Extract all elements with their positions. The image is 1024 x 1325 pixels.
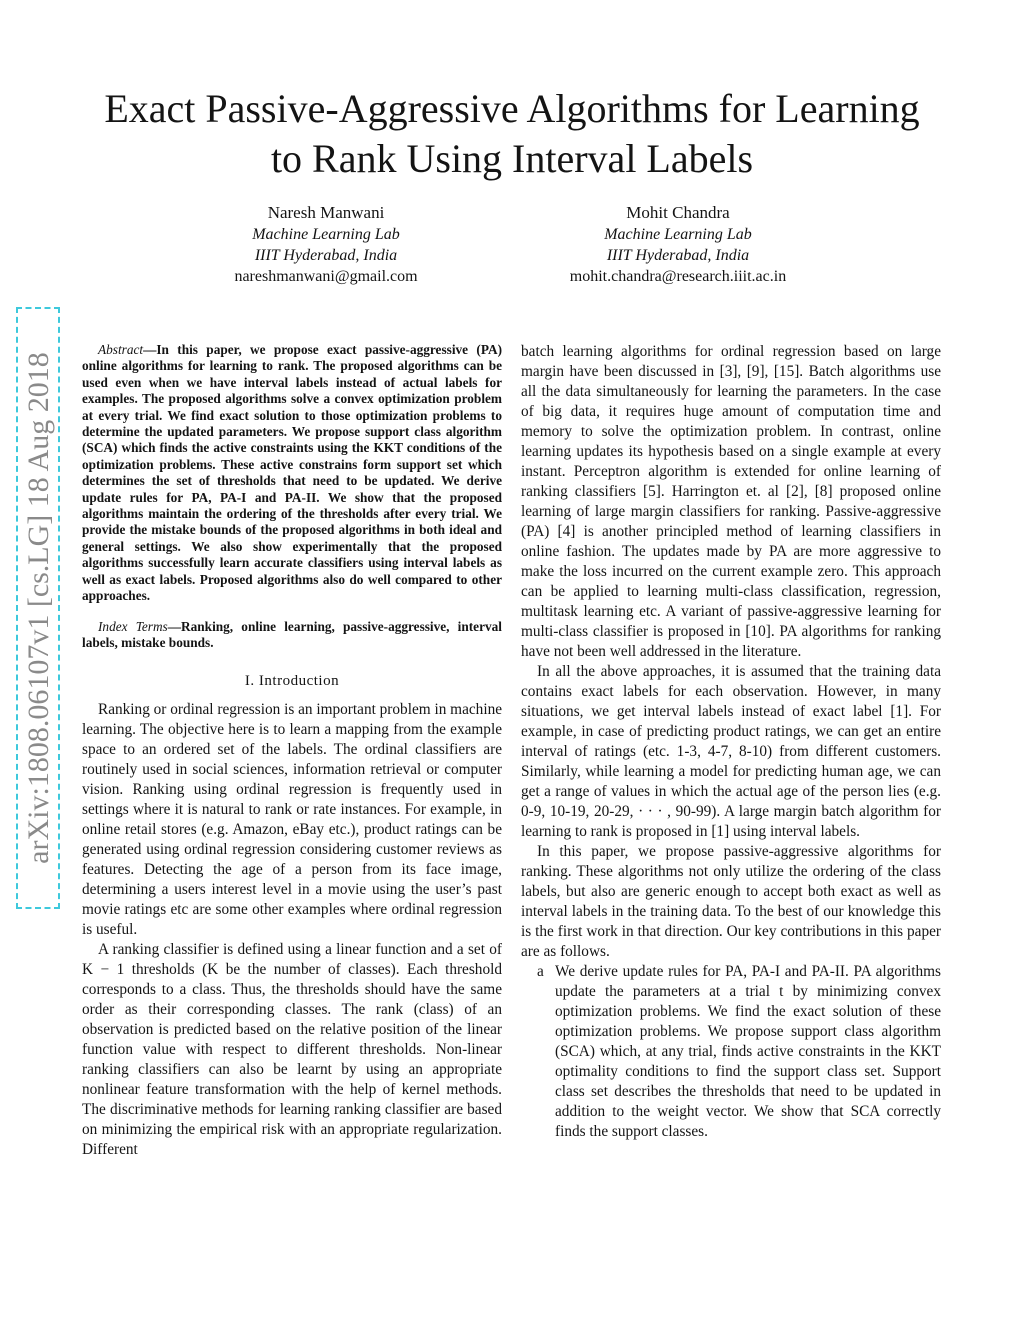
intro-paragraph-4: In all the above approaches, it is assumed that the training data contains exact labels for each observation. However, in many situations, we get interval labels instead of exact label [1]. For example, in case of predicting product ratings, we can get an entire interval of ratings (etc. 1-3, 4-7, 8-10) from different customers. Similarly, while learning a model for predicting human age, we can get a range of values in which the actual age of the person lies (e.g. 0-9, 10-19, 20-29, · · · , 90-99). A large margin batch algorithm for learning to rank is proposed in [1] using interval labels. — [521, 663, 941, 840]
contribution-item — [521, 962, 941, 1142]
author-name: Mohit Chandra — [626, 203, 730, 222]
title-line-2: to Rank Using Interval Labels — [270, 136, 754, 181]
paper-title — [60, 84, 964, 184]
author-email[interactable]: mohit.chandra@research.iiit.ac.in — [569, 268, 787, 285]
list-marker: a — [537, 963, 544, 980]
index-terms-label: Index Terms — [98, 618, 168, 634]
author-name: Naresh Manwani — [267, 203, 385, 222]
author-block-1 — [166, 202, 486, 287]
right-column — [521, 342, 941, 1142]
abstract — [82, 342, 502, 605]
intro-paragraph-3: batch learning algorithms for ordinal regression based on large margin have been discussed in [3], [9], [15]. Batch algorithms use all the data simultaneously for learning the parameters. In the case of big data, it requires huge amount of computation time and memory to solve the optimization problem. In contrast, online learning updates its hypothesis based on a single example at every instant. Perceptron algorithm is extended for online learning of ranking classifiers [5]. Harrington et. al [2], [8] proposed online learning of large margin classifiers for ranking. Passive-aggressive (PA) [4] is another principled method of learning classifiers in online fashion. The updates made by PA are more aggressive to make the loss incurred on the current example zero. This approach can be applied to learning multi-class classification, regression, multitask learning etc. A variant of passive-aggressive learning for multi-class classifier is proposed in [10]. PA algorithms for ranking have not been well addressed in the literature. — [521, 343, 941, 660]
author-lab: Machine Learning Lab — [604, 226, 752, 243]
abstract-label: Abstract — [98, 342, 144, 357]
intro-paragraph-2: A ranking classifier is defined using a linear function and a set of K − 1 thresholds (K be the number of classes). Each threshold corresponds to a class. Thus, the thresholds should have the same order as their corresponding classes. The rank (class) of an observation is predicted based on the relative position of the linear function value with respect to different thresholds. Non-linear ranking classifiers can also be learnt by using an appropriate nonlinear feature transformation with the help of kernel methods. The discriminative methods for learning ranking classifier are based on minimizing the empirical risk with an appropriate regularization. Different — [82, 941, 502, 1159]
title-line-1: Exact Passive-Aggressive Algorithms for Learning — [104, 86, 920, 131]
intro-paragraph-5: In this paper, we propose passive-aggressive algorithms for ranking. These algorithms not only utilize the ordering of the class labels, but also are generic enough to accept both exact as well as interval labels in the training data. To the best of our knowledge this is the first work in that direction. Our key contributions in this paper are as follows. — [521, 843, 941, 960]
contribution-text: We derive update rules for PA, PA-I and PA-II. PA algorithms update the parameters at a trial t by minimizing convex optimization problems. We find the exact solution of these optimization problems. We propose support class algorithm (SCA) which, at any trial, finds active constraints in the KKT optimality conditions to find the support class set. Support class set describes the thresholds that need to be updated in addition to the weight vector. We show that SCA correctly finds the support classes. — [555, 963, 941, 1140]
author-affiliation: IIIT Hyderabad, India — [606, 247, 750, 264]
author-block-2 — [518, 202, 838, 287]
index-terms — [82, 619, 502, 652]
author-affiliation: IIIT Hyderabad, India — [254, 247, 398, 264]
author-email[interactable]: nareshmanwani@gmail.com — [234, 268, 418, 285]
author-lab: Machine Learning Lab — [252, 226, 400, 243]
section-heading-introduction: I. Introduction — [244, 673, 340, 690]
left-column — [82, 342, 502, 1160]
abstract-text: —In this paper, we propose exact passive-aggressive (PA) online algorithms for learning to rank. The proposed algorithms can be used even when we have interval labels instead of actual labels for examples. The proposed algorithms solve a convex optimization problem at every trial. We find exact solution to those optimization problems to determine the updated parameters. We propose support class algorithm (SCA) which finds the active constraints using the KKT conditions of the optimization problems. These active constrains form support set which determines the set of thresholds that need to be updated. We derive update rules for PA, PA-I and PA-II. We show that the proposed algorithms maintain the ordering of the thresholds after every trial. We provide the mistake bounds of the proposed algorithms in both ideal and general settings. We also show experimentally that the proposed algorithms successfully learn accurate classifiers using interval labels as well as exact labels. Proposed algorithms also do well compared to other approaches. — [82, 342, 502, 604]
intro-paragraph-1: Ranking or ordinal regression is an important problem in machine learning. The objective here is to learn a mapping from the example space to an ordered set of the labels. The ordinal classifiers are routinely used in social sciences, information retrieval or computer vision. Ranking using ordinal regression is frequently used in settings where it is natural to rank or rate instances. For example, in online retail stores (e.g. Amazon, eBay etc.), product ratings can be generated using ordinal regression considering customer reviews as features. Detecting the age of a person from its face image, determining a users interest level in a movie using the user’s past movie ratings etc are some other examples where ordinal regression is useful. — [82, 701, 503, 939]
arxiv-identifier[interactable]: arXiv:1808.06107v1 [cs.LG] 18 Aug 2018 — [22, 352, 55, 864]
index-terms-text: —Ranking, online learning, passive-aggressive, interval labels, mistake bounds. — [82, 618, 502, 650]
